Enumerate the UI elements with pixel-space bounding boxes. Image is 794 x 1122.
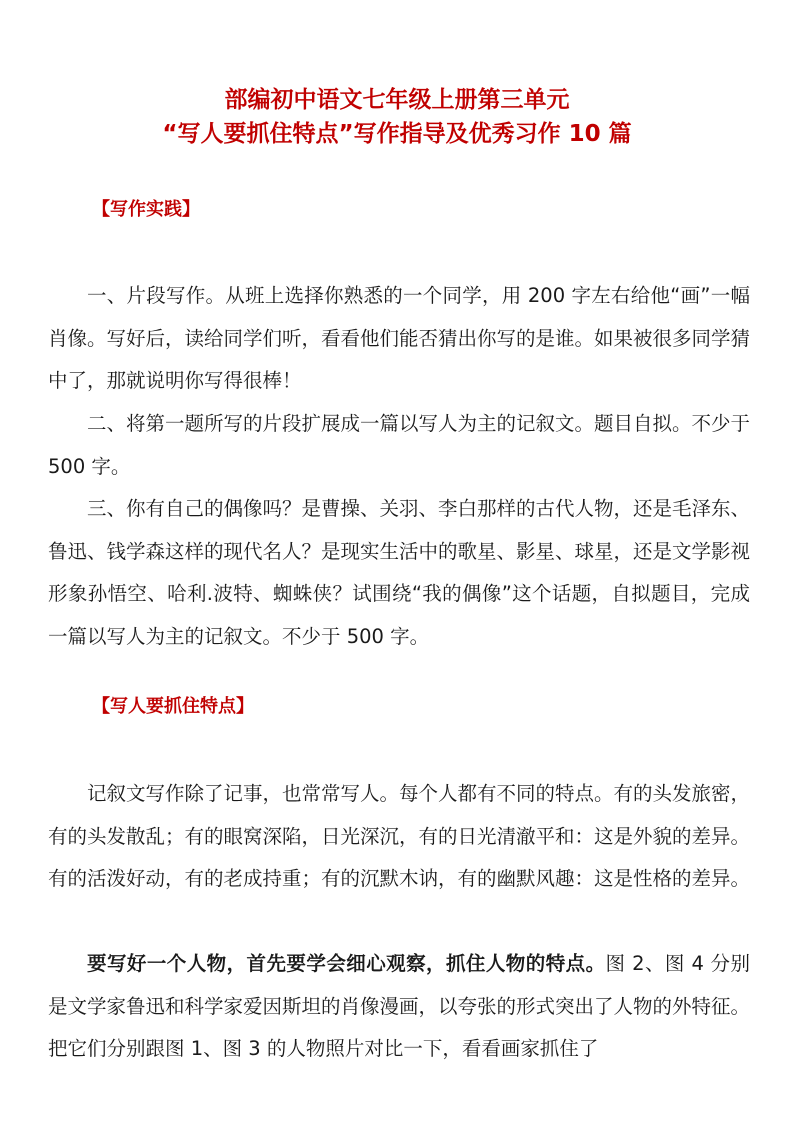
paragraph-traits-1: 记叙文写作除了记事，也常常写人。每个人都有不同的特点。有的头发旅密，有的头发散乱；有的眼窝深陷，日光深沉，有的日光清澈平和：这是外貌的差异。有的活泼好动，有的老成持重；有的沉默木讷，有的幽默风趣：这是性格的差异。 [48,782,751,890]
paragraph-traits-2-rest: 图 2、图 4 分别是文学家鲁迅和科学家爱因斯坦的肖像漫画，以夸张的形式突出了人物的外特征。把它们分别跟图 1、图 3 的人物照片对比一下，看看画家抓住了 [48,952,751,1060]
document-title-line-1: 部编初中语文七年级上册第三单元 [224,87,570,113]
section-heading-character-traits: 【写人要抓住特点】 [92,696,254,717]
paragraph-practice-3: 三、你有自己的偶像吗？是曹操、关羽、李白那样的古代人物，还是毛泽东、鲁迅、钱学森这样的现代名人？是现实生活中的歌星、影星、球星，还是文学影视形象孙悟空、哈利.波特、蜘蛛侠？试围绕“我的偶像”这个话题，自拟题目，完成一篇以写人为主的记叙文。不少于 500 字。 [48,497,751,648]
paragraph-traits-2 [48,943,750,1071]
paragraph-practice-2: 二、将第一题所写的片段扩展成一篇以写人为主的记叙文。题目自拟。不少于 500 字。 [48,412,751,478]
section-heading-writing-practice: 【写作实践】 [92,199,200,220]
document-title-line-2: “写人要抓住特点”写作指导及优秀习作 10 篇 [162,121,632,147]
paragraph-traits-2-bold: 要写好一个人物，首先要学会细心观察，抓住人物的特点。 [87,952,606,975]
paragraph-practice-1: 一、片段写作。从班上选择你熟悉的一个同学，用 200 字左右给他“画”一幅肖像。写好后，读给同学们听，看看他们能否猜出你写的是谁。如果被很多同学猜中了，那就说明你写得很棒！ [48,284,751,392]
